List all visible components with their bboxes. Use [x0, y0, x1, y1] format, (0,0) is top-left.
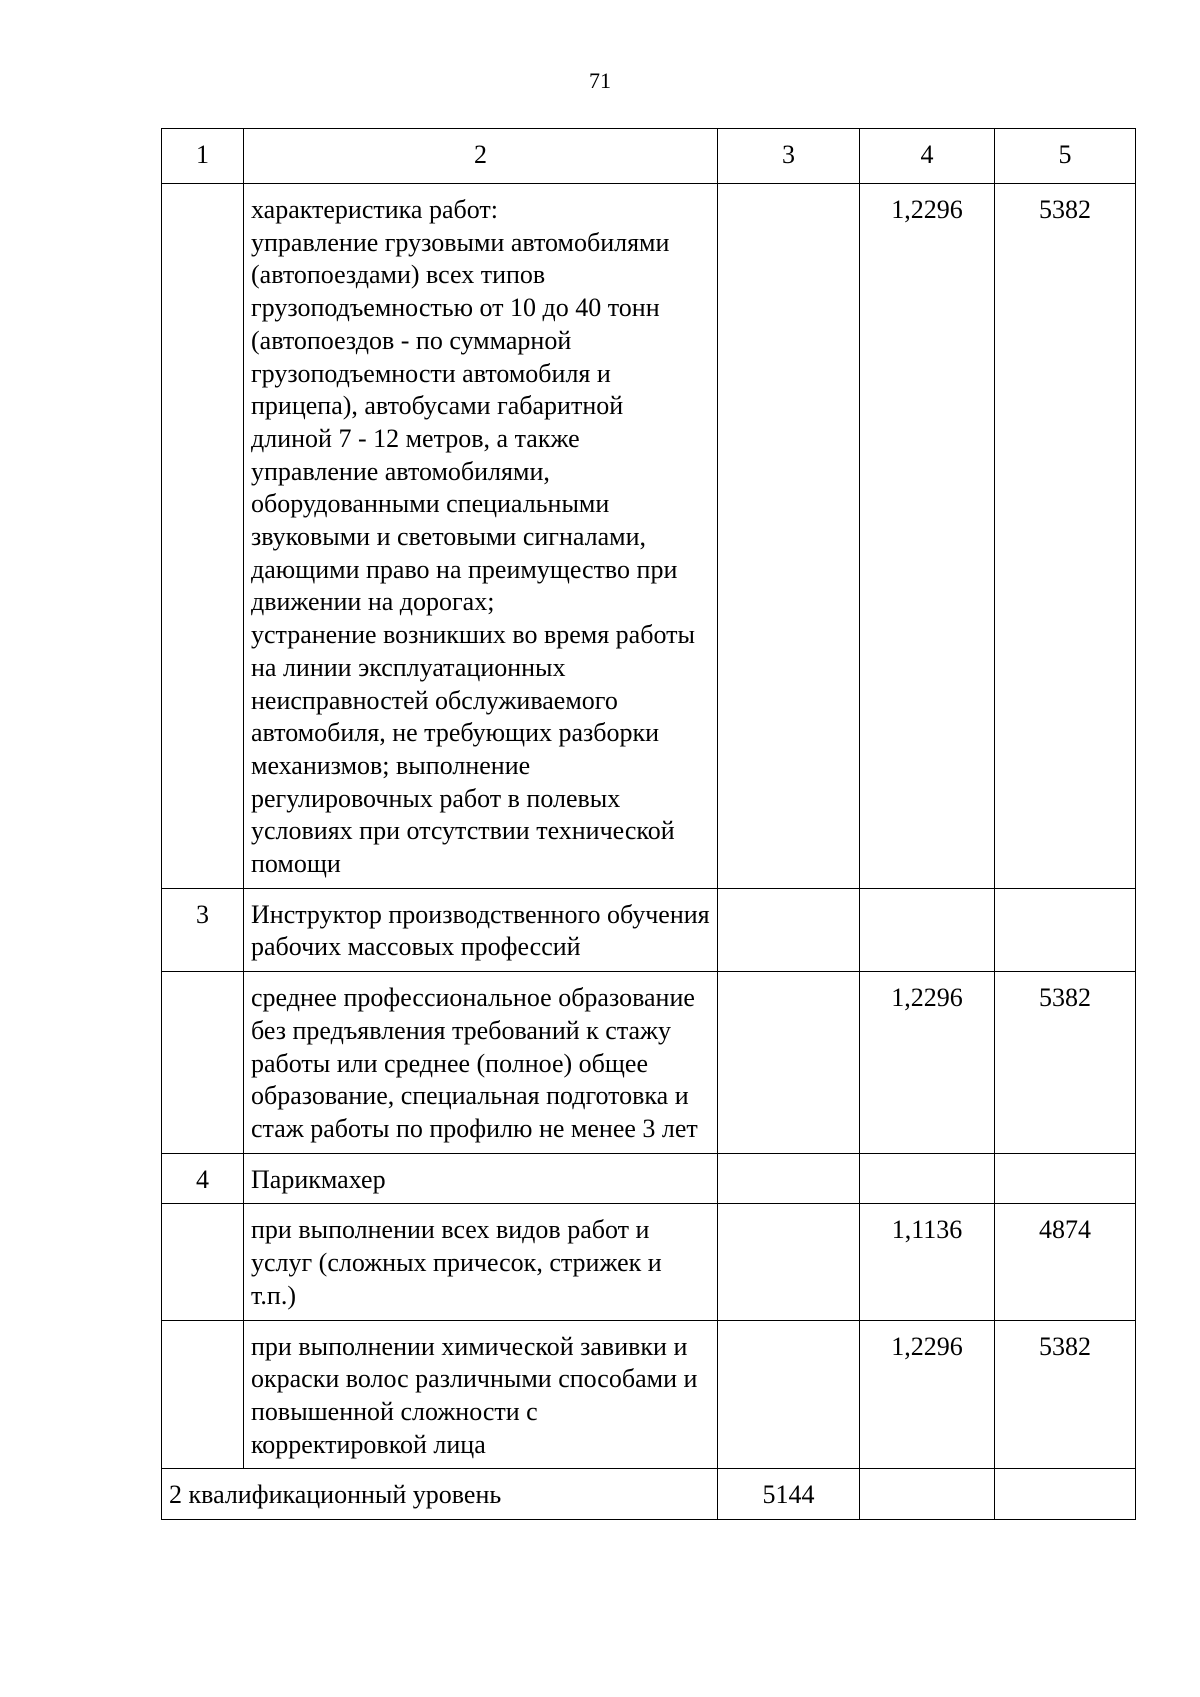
coefficient-cell: 1,2296 — [860, 972, 995, 1154]
table-row — [162, 184, 1136, 889]
qualification-level-label: 2 квалификационный уровень — [162, 1469, 718, 1520]
coefficient-cell — [860, 1153, 995, 1204]
salary-cell: 5382 — [995, 184, 1136, 889]
header-cell-5: 5 — [995, 129, 1136, 184]
salary-cell — [995, 1153, 1136, 1204]
row-number-cell — [162, 1320, 244, 1469]
header-cell-3: 3 — [718, 129, 860, 184]
description-cell: характеристика работ: управление грузовыми автомобилями (автопоездами) всех типов грузоподъемностью от 10 до 40 тонн (автопоездов - по суммарной грузоподъемности автомобиля и прицепа), автобусами габаритной длиной 7 - 12 метров, а также управление автомобилями, оборудованными специальными звуковыми и световыми сигналами, дающими право на преимущество при движении на дорогах; устранение возникших во время работы на линии эксплуатационных неисправностей обслуживаемого автомобиля, не требующих разборки механизмов; выполнение регулировочных работ в полевых условиях при отсутствии технической помощи — [244, 184, 718, 889]
salary-cell — [995, 888, 1136, 971]
salary-base-cell — [718, 972, 860, 1154]
salary-base-cell — [718, 888, 860, 971]
header-cell-2: 2 — [244, 129, 718, 184]
table-row — [162, 1320, 1136, 1469]
salary-base-cell — [718, 1320, 860, 1469]
table-row — [162, 972, 1136, 1154]
coefficient-cell: 1,1136 — [860, 1204, 995, 1320]
data-table — [161, 128, 1136, 1520]
coefficient-cell: 1,2296 — [860, 184, 995, 889]
page-number: 71 — [589, 68, 611, 93]
salary-cell: 4874 — [995, 1204, 1136, 1320]
salary-cell: 5382 — [995, 1320, 1136, 1469]
coefficient-cell — [860, 888, 995, 971]
qualification-level-row — [162, 1469, 1136, 1520]
header-cell-4: 4 — [860, 129, 995, 184]
row-number-cell — [162, 972, 244, 1154]
description-cell: при выполнении химической завивки и окраски волос различными способами и повышенной сложности с корректировкой лица — [244, 1320, 718, 1469]
row-number-cell — [162, 184, 244, 889]
qualification-level-salary: 5144 — [718, 1469, 860, 1520]
salary-base-cell — [718, 184, 860, 889]
table-header-row — [162, 129, 1136, 184]
salary-base-cell — [718, 1153, 860, 1204]
description-cell: среднее профессиональное образование без предъявления требований к стажу работы или среднее (полное) общее образование, специальная подготовка и стаж работы по профилю не менее 3 лет — [244, 972, 718, 1154]
table-row — [162, 1204, 1136, 1320]
row-number-cell: 4 — [162, 1153, 244, 1204]
salary-cell: 5382 — [995, 972, 1136, 1154]
table-row — [162, 1153, 1136, 1204]
description-cell: Парикмахер — [244, 1153, 718, 1204]
coefficient-cell: 1,2296 — [860, 1320, 995, 1469]
salary-cell — [995, 1469, 1136, 1520]
row-number-cell — [162, 1204, 244, 1320]
description-cell: Инструктор производственного обучения рабочих массовых профессий — [244, 888, 718, 971]
description-cell: при выполнении всех видов работ и услуг (сложных причесок, стрижек и т.п.) — [244, 1204, 718, 1320]
coefficient-cell — [860, 1469, 995, 1520]
salary-base-cell — [718, 1204, 860, 1320]
table-row — [162, 888, 1136, 971]
row-number-cell: 3 — [162, 888, 244, 971]
header-cell-1: 1 — [162, 129, 244, 184]
